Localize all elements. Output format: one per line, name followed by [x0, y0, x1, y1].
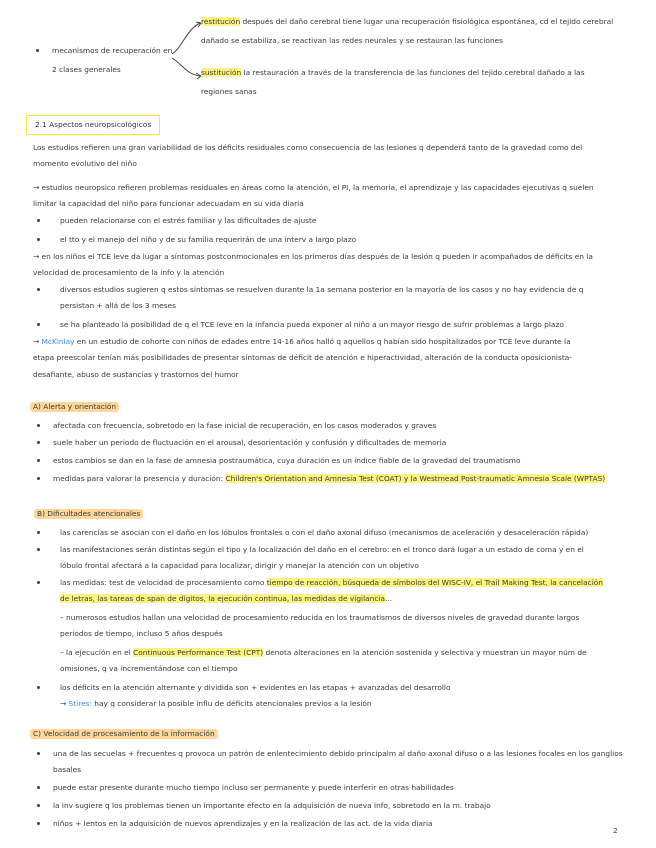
restitucion-line-1 — [201, 17, 613, 27]
coat-wptas-tests: Children's Orientation and Amnesia Test (COAT) y la Westmead Post-traumatic Amnesia Scale (WPTAS) — [225, 474, 606, 483]
section-a-bullet-2: suele haber un periodo de fluctuación en el arousal, desorientación y confusión y dificultades de memoria — [53, 438, 447, 447]
restitucion-text: después del daño cerebral tiene lugar una recuperación fisiológica espontánea, cd el tejido cerebral — [240, 17, 614, 26]
bullet-dot — [36, 49, 39, 52]
intro-line-1: Los estudios refieren una gran variabilidad de los déficits residuales como consecuencia de las lesiones q dependerá tanto de la gravedad como del — [33, 143, 583, 152]
section-b-sub-2-line-2: omisiones, q va incrementándose con el tiempo — [60, 664, 238, 673]
section-b-bullet-4-sub — [60, 699, 372, 709]
section-b-bullet-2-line-1: las manifestaciones serán distintas según el tipo y la localización del daño en el cerebro: en el tronco dará lugar a un estado de coma y en el — [60, 545, 584, 554]
section-a-bullet-3: estos cambios se dan en la fase de amnesia postraumática, cuya duración es un índice fiable de la gravedad del traumatismo — [53, 456, 521, 465]
arrow3-text: en un estudio de cohorte con niños de edades entre 14-16 años halló q aquellos q habían sido hospitalizados por TCE leve durante la — [74, 337, 571, 346]
sustitucion-term: sustitución — [201, 68, 242, 77]
section-b-bullet-3-line-2 — [60, 594, 392, 604]
section-a-bullet-1: afectada con frecuencia, sobretodo en la fase inicial de recuperación, en los casos moderados y graves — [53, 421, 437, 430]
cpt-test: Continuous Performance Test (CPT) — [133, 648, 264, 657]
restitucion-line-2: dañado se estabiliza, se reactivan las redes neurales y se restauran las funciones — [201, 36, 504, 45]
restitucion-term: restitución — [201, 17, 241, 26]
section-b-bullet-3-suffix: ... — [384, 594, 393, 603]
section-2-1-title: 2.1 Aspectos neuropsicológicos — [26, 115, 160, 135]
section-b-title: B) Dificultades atencionales — [34, 509, 143, 519]
bullet-dot — [37, 531, 40, 534]
bullet-dot — [37, 752, 40, 755]
arrow3-line-1 — [33, 337, 571, 347]
speed-tests-highlight-1: tiempo de reacción, búsqueda de símbolos del WISC-IV, el Trail Making Test, la cancelación — [266, 578, 603, 587]
bullet-dot — [37, 424, 40, 427]
section-b-bullet-4-sub-text: hay q considerar la posible influ de déficits atencionales previos a la lesión — [91, 699, 372, 708]
arrow3-line-2: etapa preescolar tenían más posibilidades de presentar síntomas de déficit de atención e hiperactividad, alteración de la conducta oposicionista- — [33, 353, 572, 362]
bullet-dot — [37, 686, 40, 689]
sustitucion-line-1 — [201, 68, 585, 78]
section-b-bullet-1: las carencias se asocian con el daño en los lóbulos frontales o con el daño axonal difuso (mecanismos de aceleración y desaceleración rápida) — [60, 528, 589, 537]
arrow3-prefix: → — [33, 337, 42, 346]
page-number: 2 — [613, 826, 618, 835]
bullet-dot — [37, 219, 40, 222]
arrow2-line-1: → en los niños el TCE leve da lugar a síntomas postconmocionales en los primeros días después de la lesión q pueden ir acompañados de déficits en la — [33, 252, 593, 261]
bullet-dot — [37, 548, 40, 551]
author-stires: Stires: — [68, 699, 92, 708]
section-c-bullet-1-line-1: una de las secuelas + frecuentes q provoca un patrón de enlentecimiento debido principalm al daño axonal difuso o a las lesiones focales en los ganglios — [53, 749, 623, 758]
section-b-bullet-3-prefix: las medidas: test de velocidad de procesamiento como — [60, 578, 267, 587]
bullet-dot — [37, 804, 40, 807]
mechanisms-label-2: 2 clases generales — [52, 65, 121, 74]
bullet-dot — [37, 581, 40, 584]
section-b-sub-1-line-2: periodos de tiempo, incluso 5 años después — [60, 629, 223, 638]
section-b-sub-2-text: denota alteraciones en la atención sostenida y selectiva y muestran un mayor núm de — [263, 648, 587, 657]
bullet-risk: se ha planteado la posibilidad de q el TCE leve en la infancia pueda exponer al niño a un mayor riesgo de sufrir problemas a largo plazo — [60, 320, 564, 329]
arrow2-line-2: velocidad de procesamiento de la info y la atención — [33, 268, 225, 277]
bullet-dot — [37, 441, 40, 444]
section-b-sub-1-line-1: – numerosos estudios hallan una velocidad de procesamiento reducida en los traumatismos de diversos niveles de gravedad durante largos — [60, 613, 580, 622]
arrow3-line-3: desafiante, abuso de sustancias y trastornos del humor — [33, 370, 239, 379]
sustitucion-line-2: regiones sanas — [201, 87, 257, 96]
section-b-bullet-2-line-2: lóbulo frontal afectará a la capacidad para localizar, dirigir y manejar la atención con un objetivo — [60, 561, 419, 570]
mechanisms-label-1: mecanismos de recuperación en — [52, 46, 173, 55]
section-b-sub-2-line-1 — [60, 648, 587, 658]
bullet-studies-line-2: persistan + allá de los 3 meses — [60, 301, 176, 310]
bullet-dot — [37, 786, 40, 789]
section-b-bullet-4-sub-prefix: → — [60, 699, 69, 708]
section-c-bullet-2: puede estar presente durante mucho tiempo incluso ser permanente y puede interferir en otras habilidades — [53, 783, 454, 792]
arrow1-line-1: → estudios neuropsico refieren problemas residuales en áreas como la atención, el PI, la memoria, el aprendizaje y las capacidades ejecutivas q suelen — [33, 183, 594, 192]
bullet-dot — [37, 238, 40, 241]
bullet-studies-line-1: diversos estudios sugieren q estos síntomas se resuelven durante la 1a semana posterior en la mayoría de los casos y no hay evidencia de q — [60, 285, 584, 294]
arrow1-line-2: limitar la capacidad del niño para funcionar adecuadam en su vida diaria — [33, 199, 304, 208]
section-c-title: C) Velocidad de procesamiento de la información — [30, 729, 218, 739]
section-c-bullet-1-line-2: basales — [53, 765, 82, 774]
section-b-bullet-4: los déficits en la atención alternante y dividida son + evidentes en las etapas + avanzadas del desarrollo — [60, 683, 451, 692]
speed-tests-highlight-2: de letras, las tareas de span de dígitos, la ejecución continua, las medidas de vigilancia — [60, 594, 385, 603]
section-b-sub-2-prefix: – la ejecución en el — [60, 648, 134, 657]
bullet-dot — [37, 822, 40, 825]
section-c-bullet-3: la inv sugiere q los problemas tienen un importante efecto en la adquisición de nueva info, sobretodo en la m. trabajo — [53, 801, 491, 810]
section-b-bullet-3-line-1 — [60, 578, 603, 588]
bullet-dot — [37, 288, 40, 291]
intro-line-2: momento evolutivo del niño — [33, 159, 137, 168]
author-mckinlay: McKinlay — [41, 337, 75, 346]
section-c-bullet-4: niños + lentos en la adquisición de nuevos aprendizajes y en la realización de las act. de la vida diaria — [53, 819, 433, 828]
bullet-dot — [37, 459, 40, 462]
bullet-dot — [37, 323, 40, 326]
bullet-stress: pueden relacionarse con el estrés familiar y las dificultades de ajuste — [60, 216, 317, 225]
sustitucion-text: la restauración a través de la transferencia de las funciones del tejido cerebral dañado a las — [241, 68, 585, 77]
bullet-treatment: el tto y el manejo del niño y de su familia requerirán de una interv a largo plazo — [60, 235, 357, 244]
bullet-dot — [37, 477, 40, 480]
section-a-bullet-4 — [53, 474, 605, 484]
section-a-bullet-4-prefix: medidas para valorar la presencia y duración: — [53, 474, 226, 483]
section-a-title: A) Alerta y orientación — [30, 402, 119, 412]
